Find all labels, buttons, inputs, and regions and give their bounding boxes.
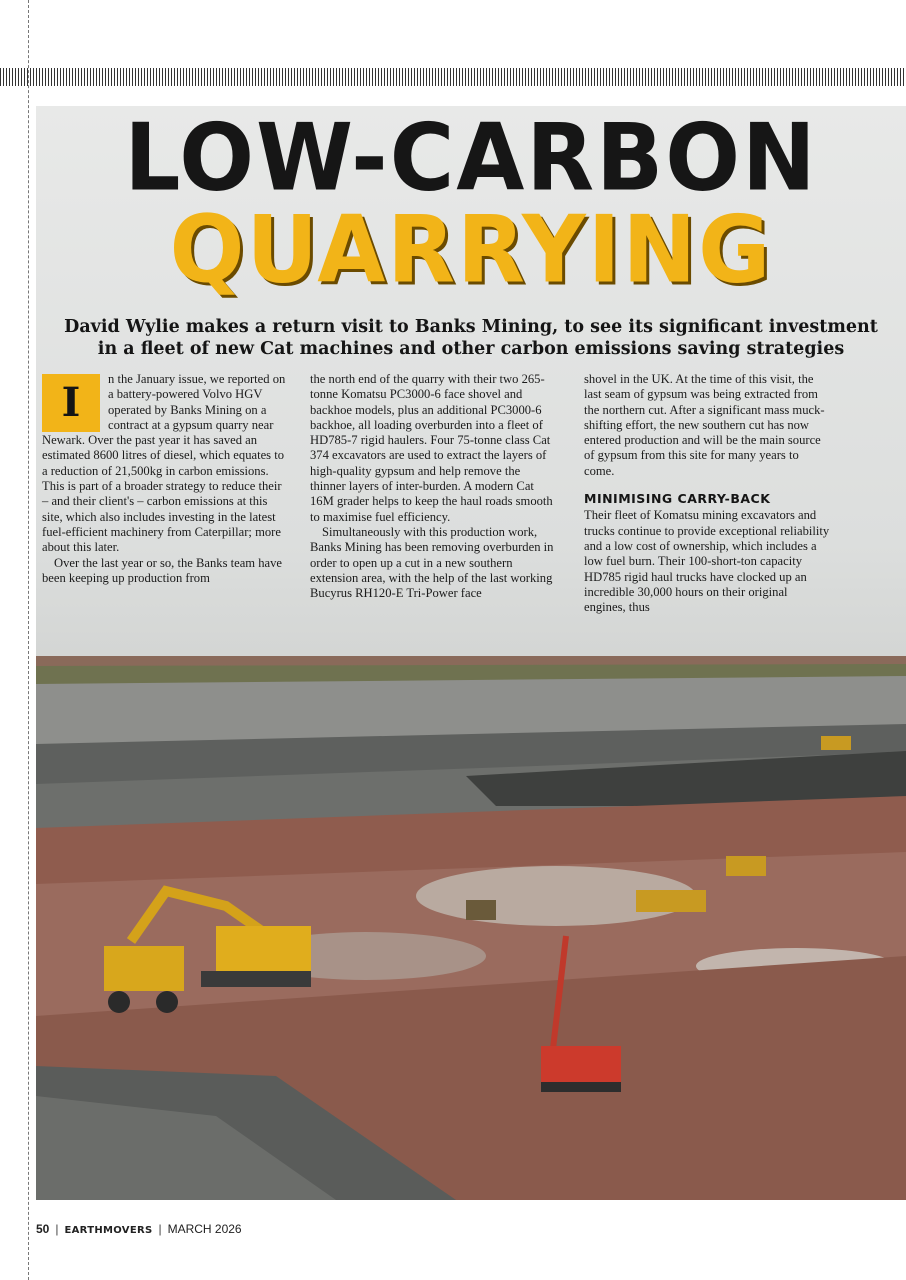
paragraph: Over the last year or so, the Banks team have been keeping up production from <box>42 555 283 585</box>
subheading: MINIMISING CARRY-BACK <box>584 491 771 507</box>
headline-line-2: QUARRYING <box>169 195 773 304</box>
article-spread <box>36 106 906 1200</box>
quarry-photo <box>36 656 906 1200</box>
paragraph: shovel in the UK. At the time of this visit, the last seam of gypsum was being extracted from the northern cut. After a significant mass muck-shifting effort, the new southern cut has now entered production and will be the main source of gypsum from this site for many years to come. <box>584 372 825 478</box>
page-number: 50 <box>36 1222 50 1236</box>
paragraph: the north end of the quarry with their two 265-tonne Komatsu PC3000-6 face shovel and backhoe models, plus an additional PC3000-6 backhoe, all loading overburden into a fleet of HD785-7 rigid haulers. Four 75-tonne class Cat 374 excavators are used to extract the layers of high-quality gypsum and help remove the thinner layers of inter-burden. A modern Cat 16M grader helps to keep the haul roads smooth to maximise fuel efficiency. <box>310 372 553 524</box>
standfirst <box>46 316 896 360</box>
paragraph: Simultaneously with this production work, Banks Mining has been removing overburden in order to open up a cut in a new southern extension area, with the help of the last working Bucyrus RH120-E Tri-Power face <box>310 524 554 601</box>
page-footer <box>36 1222 242 1236</box>
issue-date: MARCH 2026 <box>167 1222 242 1236</box>
standfirst-line-1: David Wylie makes a return visit to Banks Mining, to see its significant investment <box>64 317 878 337</box>
crop-line <box>28 0 29 1280</box>
article-column-1 <box>42 372 290 586</box>
paragraph: Their fleet of Komatsu mining excavators and trucks continue to provide exceptional reliability and a low cost of ownership, which includes a low fuel burn. Their 100-short-ton capacity HD785 rigid haul trucks have clocked up an incredible 30,000 hours on their original engines, thus <box>584 508 830 615</box>
footer-separator: | <box>158 1222 162 1236</box>
article-column-2 <box>310 372 558 601</box>
article-column-3 <box>584 372 832 615</box>
paragraph: n the January issue, we reported on a battery-powered Volvo HGV operated by Banks Mining on a contract at a gypsum quarry near Newark. Over the past year it has saved an estimated 8600 litres of diesel, which equates to a reduction of 21,500kg in carbon emissions. This is part of a broader strategy to reduce their – and their client's – carbon emissions at this site, which also includes investing in the latest fuel-efficient machinery from Caterpillar; more about this later. <box>42 372 286 555</box>
footer-separator: | <box>55 1222 59 1236</box>
headline-line-1: LOW-CARBON <box>124 106 818 212</box>
standfirst-line-2: in a fleet of new Cat machines and other carbon emissions saving strategies <box>97 339 845 359</box>
registration-strip <box>0 68 906 86</box>
dropcap: I <box>42 374 100 432</box>
magazine-name: EARTHMOVERS <box>64 1225 153 1236</box>
